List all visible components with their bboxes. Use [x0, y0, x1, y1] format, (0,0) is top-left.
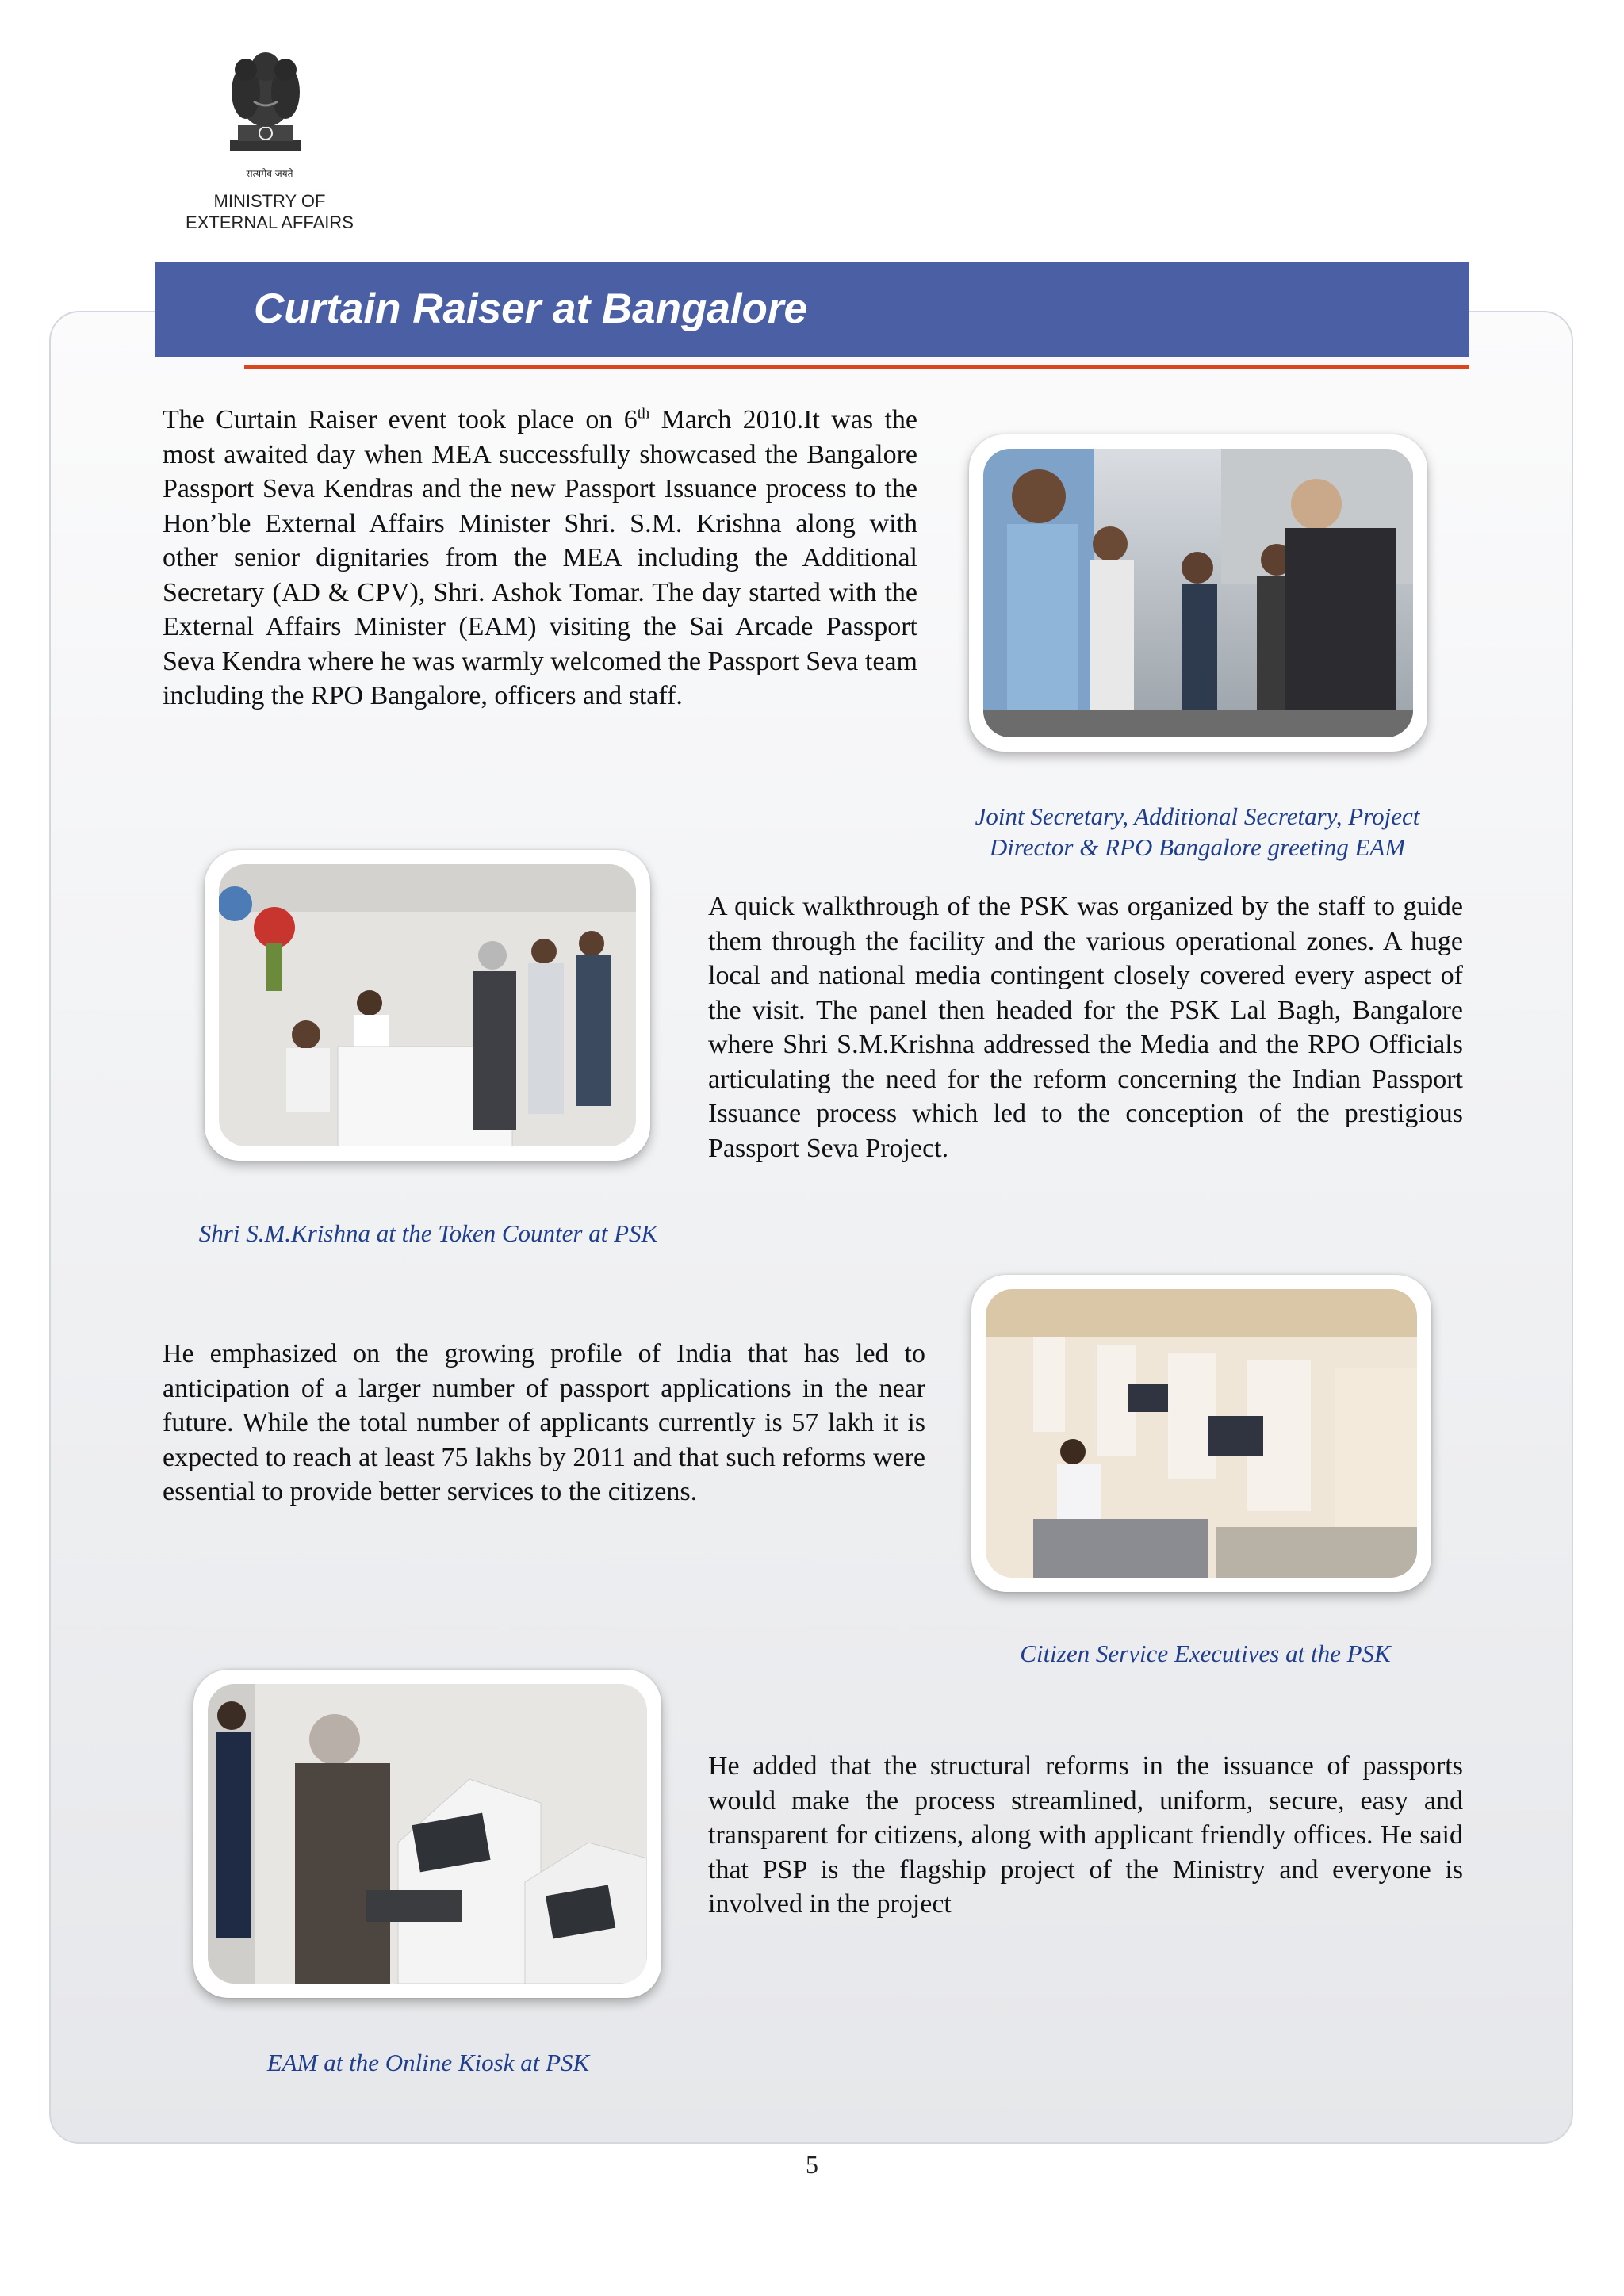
photo-online-kiosk [193, 1670, 661, 1998]
photo-citizen-service-executives [971, 1275, 1431, 1592]
national-emblem-logo [214, 46, 317, 181]
paragraph-1-start: The Curtain Raiser event took place on 6 [163, 405, 638, 434]
paragraph-3: He emphasized on the growing profile of India that has led to anticipation of a larger number of passport applications in the near future. While the total number of applicants currently is 57 lakh it is expected to reach at least 75 lakhs by 2011 and that such reforms were essential to provide better services to the citizens. [163, 1339, 925, 1506]
page-title: Curtain Raiser at Bangalore [254, 285, 808, 332]
ministry-line-1: MINISTRY OF [213, 191, 326, 211]
caption-online-kiosk: EAM at the Online Kiosk at PSK [266, 2049, 590, 2076]
paragraph-1 [163, 403, 917, 714]
photo-greeting-eam [969, 434, 1427, 752]
title-banner [155, 262, 1469, 357]
caption-greeting-eam [904, 801, 1491, 863]
paragraph-1-rest: March 2010.It was the most awaited day when MEA successfully showcased the Bangalore Passport Seva Kendras and the new Passport Issuance process to the Hon’ble External Affairs Minister Shri. S.M. Krishna along with other senior dignitaries from the MEA including the Additional Secretary (AD & CPV), Shri. Ashok Tomar. The day started with the External Affairs Minister (EAM) visiting the Sai Arcade Passport Seva Kendra where he was warmly welcomed the Passport Seva team including the RPO Bangalore, officers and staff. [163, 405, 917, 710]
caption-1-line-1: Joint Secretary, Additional Secretary, Project [975, 802, 1420, 830]
emblem-motto: सत्यमेव जयते [246, 168, 293, 179]
paragraph-4: He added that the structural reforms in the issuance of passports would make the process streamlined, uniform, secure, easy and transparent for citizens, along with applicant friendly offices. He said that PSP is the flagship project of the Ministry and everyone is involved in the project [708, 1751, 1463, 1919]
caption-citizen-service-executives: Citizen Service Executives at the PSK [1020, 1640, 1391, 1667]
title-underline [244, 365, 1469, 369]
ministry-name [163, 190, 377, 233]
page-number: 5 [806, 2150, 818, 2179]
caption-1-line-2: Director & RPO Bangalore greeting EAM [989, 833, 1406, 861]
ministry-line-2: EXTERNAL AFFAIRS [186, 212, 354, 232]
ordinal-suffix: th [637, 404, 650, 423]
photo-token-counter [205, 850, 650, 1161]
paragraph-2: A quick walkthrough of the PSK was organized by the staff to guide them through the facility and the various operational zones. A huge local and national media contingent closely covered every aspect of the visit. The panel then headed for the PSK Lal Bagh, Bangalore where Shri S.M.Krishna addressed the Media and the RPO Officials articulating the need for the reform concerning the Indian Passport Issuance process which led to the conception of the prestigious Passport Seva Project. [708, 892, 1463, 1163]
caption-token-counter: Shri S.M.Krishna at the Token Counter at PSK [198, 1219, 658, 1247]
